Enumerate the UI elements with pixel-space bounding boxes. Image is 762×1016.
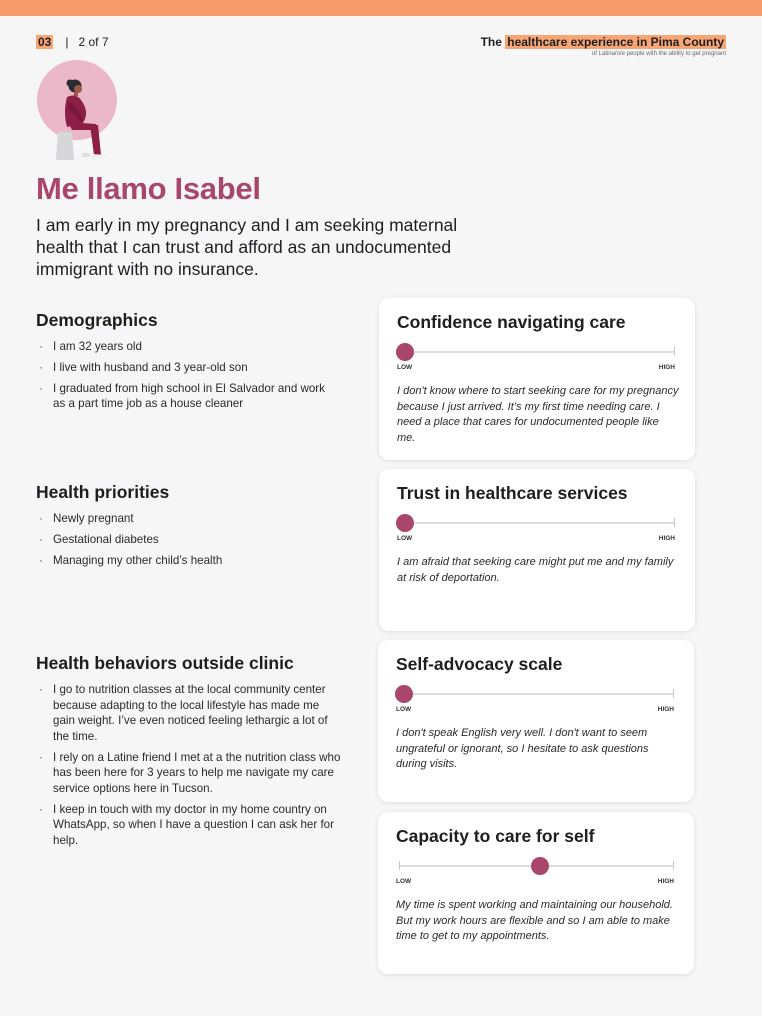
top-accent-bar xyxy=(0,0,762,16)
list-item: · I rely on a Latine friend I met at a the nutrition class who has been here for 3 years to help me navigate my care service options here in Tucson. xyxy=(36,750,341,797)
scale-low-label: LOW xyxy=(397,535,413,542)
scale-title: Confidence navigating care xyxy=(397,312,626,332)
list-item: · I am 32 years old xyxy=(36,339,336,355)
scale-tick-high xyxy=(673,689,674,698)
report-title-prefix: The xyxy=(480,35,502,49)
health-priorities-title: Health priorities xyxy=(36,482,170,502)
scale-card-trust xyxy=(379,469,695,631)
demographics-list xyxy=(36,339,336,417)
scale-track xyxy=(400,351,675,353)
list-item: · I keep in touch with my doctor in my home country on WhatsApp, so when I have a question I can ask her for help. xyxy=(36,802,341,849)
page-indicator xyxy=(36,35,109,49)
report-title-highlight: healthcare experience in Pima County xyxy=(507,35,724,49)
health-behaviors-list xyxy=(36,682,341,854)
scale-quote: My time is spent working and maintaining our household. But my work hours are flexible and so I am able to make time to get to my appointments. xyxy=(396,899,673,943)
pregnant-woman-icon xyxy=(36,60,126,165)
scale-marker xyxy=(531,857,549,875)
page-position: 2 of 7 xyxy=(78,35,109,49)
scale-track xyxy=(399,693,674,695)
list-item: · Newly pregnant xyxy=(36,511,336,527)
health-priorities-list xyxy=(36,511,336,573)
scale-title: Trust in healthcare services xyxy=(397,483,628,503)
scale-card-confidence xyxy=(379,298,695,460)
list-item: · I go to nutrition classes at the local community center because adapting to the local lifestyle has made me gain weight. I’ve even noticed feeling lethargic a lot of the time. xyxy=(36,682,341,744)
scale-tick-high xyxy=(674,347,675,356)
report-title xyxy=(481,35,726,49)
scale-tick-high xyxy=(674,518,675,527)
scale-low-label: LOW xyxy=(397,364,413,371)
scale-low-label: LOW xyxy=(396,878,412,885)
persona-avatar-illustration xyxy=(36,60,126,165)
scale-card-self-care xyxy=(378,812,694,974)
list-item: · Gestational diabetes xyxy=(36,532,336,548)
scale-high-label: HIGH xyxy=(658,364,675,371)
scale-tick-high xyxy=(673,861,674,870)
scale-marker xyxy=(396,343,414,361)
health-behaviors-title: Health behaviors outside clinic xyxy=(36,653,294,673)
page-separator: | xyxy=(65,35,69,49)
persona-name: Me llamo Isabel xyxy=(36,171,261,206)
scale-quote: I don't speak English very well. I don't want to seem ungrateful or ignorant, so I hesitate to ask questions during visits. xyxy=(396,727,649,771)
scale-marker xyxy=(396,514,414,532)
scale-track xyxy=(400,522,675,524)
scale-high-label: HIGH xyxy=(657,706,674,713)
list-item: · Managing my other child’s health xyxy=(36,553,336,569)
demographics-title: Demographics xyxy=(36,310,158,330)
list-item: · I live with husband and 3 year-old son xyxy=(36,360,336,376)
scale-title: Self-advocacy scale xyxy=(396,654,563,674)
section-number: 03 xyxy=(38,35,52,49)
scale-tick-low xyxy=(399,861,400,870)
scale-low-label: LOW xyxy=(396,706,412,713)
scale-marker xyxy=(395,685,413,703)
report-subtitle: of Latina/o/e people with the ability to get pregnant xyxy=(591,51,726,57)
persona-intro: I am early in my pregnancy and I am seeking maternal health that I can trust and afford as an undocumented immigrant with no insurance. xyxy=(36,215,458,279)
list-item: · I graduated from high school in El Salvador and work as a part time job as a house cleaner xyxy=(36,381,336,412)
scale-high-label: HIGH xyxy=(658,535,675,542)
scale-quote: I don't know where to start seeking care for my pregnancy because I just arrived. It’s my first time needing care. I need a place that cares for undocumented people like me. xyxy=(397,385,679,444)
scale-high-label: HIGH xyxy=(657,878,674,885)
scale-quote: I am afraid that seeking care might put me and my family at risk of deportation. xyxy=(397,556,674,584)
scale-title: Capacity to care for self xyxy=(396,826,595,846)
report-header xyxy=(481,35,726,57)
scale-card-self-advocacy xyxy=(378,640,694,802)
